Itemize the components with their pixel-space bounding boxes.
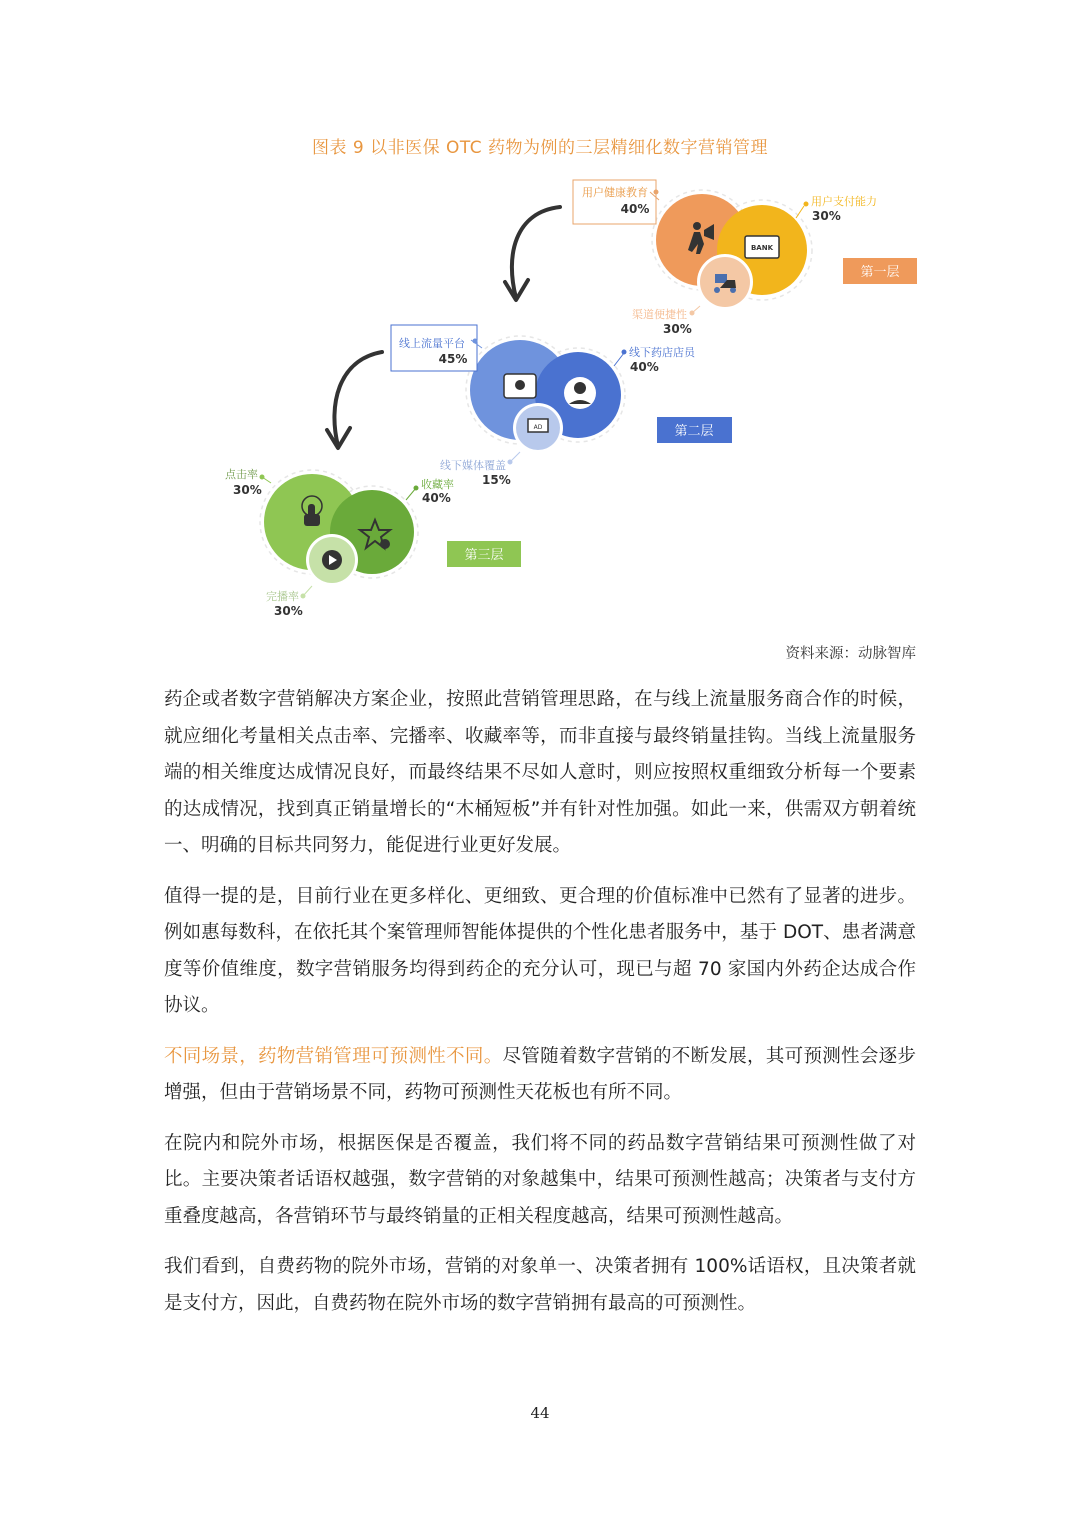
bank-card-icon (745, 236, 779, 258)
label-health-education: 用户健康教育 (582, 186, 648, 199)
paragraph-3-rest: 尽管随着数字营销的不断发展，其可预测性会逐步增强，但由于营销场景不同，药物可预测性天花板也有所不同。 (164, 1045, 916, 1103)
value-completion-rate: 30% (274, 604, 303, 618)
label-offline-media: 线下媒体覆盖 (440, 459, 506, 472)
layer2-badge-label: 第二层 (674, 424, 714, 439)
paragraph-3 (164, 1039, 916, 1112)
layer-2 (391, 325, 732, 487)
ad-board-icon (528, 419, 548, 432)
value-click-rate: 30% (233, 483, 262, 497)
label-pharmacist: 线下药店店员 (629, 346, 695, 359)
paragraph-4: 在院内和院外市场，根据医保是否覆盖，我们将不同的药品数字营销结果可预测性做了对比。主要决策者话语权越强，数字营销的对象越集中，结果可预测性越高；决策者与支付方重叠度越高，各营销环节与最终销量的正相关程度越高，结果可预测性越高。 (164, 1132, 916, 1227)
value-online-platform: 45% (438, 352, 468, 366)
three-layer-diagram (0, 170, 1080, 640)
value-favorite-rate: 40% (422, 491, 451, 505)
paragraph-1: 药企或者数字营销解决方案企业，按照此营销管理思路，在与线上流量服务商合作的时候，就应细化考量相关点击率、完播率、收藏率等，而非直接与最终销量挂钩。当线上流量服务端的相关维度达成情况良好，而最终结果不尽如人意时，则应按照权重细致分析每一个要素的达成情况，找到真正销量增长的“木桶短板”并有针对性加强。如此一来，供需双方朝着统一、明确的目标共同努力，能促进行业更好发展。 (164, 689, 916, 856)
paragraph-3-highlight: 不同场景，药物营销管理可预测性不同。 (164, 1045, 503, 1067)
layer1-badge-label: 第一层 (860, 265, 900, 280)
play-icon (322, 550, 342, 570)
value-payment: 30% (812, 209, 841, 223)
page-number: 44 (530, 1404, 550, 1422)
paragraph-2: 值得一提的是，目前行业在更多样化、更细致、更合理的价值标准中已然有了显著的进步。例如惠每数科，在依托其个案管理师智能体提供的个性化患者服务中，基于 DOT、患者满意度等价值维度，数字营销服务均得到药企的充分认可，现已与超 70 家国内外药企达成合作协议。 (164, 885, 916, 1016)
layer-1 (573, 180, 917, 336)
flow-arrow-1 (512, 207, 560, 298)
value-channel: 30% (663, 322, 692, 336)
label-online-platform: 线上流量平台 (399, 337, 465, 350)
pharmacist-icon (564, 377, 596, 409)
paragraph-5: 我们看到，自费药物的院外市场，营销的对象单一、决策者拥有 100%话语权，且决策者就是支付方，因此，自费药物在院外市场的数字营销拥有最高的可预测性。 (164, 1256, 916, 1314)
flow-arrow-2 (334, 352, 382, 446)
flow-arrow-1-head (505, 280, 528, 300)
body-text (164, 682, 916, 1336)
svg-text:AD: AD (533, 424, 543, 431)
value-offline-media: 15% (482, 473, 511, 487)
figure-title: 图表 9 以非医保 OTC 药物为例的三层精细化数字营销管理 (311, 138, 769, 158)
online-platform-icon (504, 374, 536, 398)
layer3-badge-label: 第三层 (464, 548, 504, 563)
label-click-rate: 点击率 (225, 468, 258, 481)
flow-arrow-2-head (327, 428, 350, 448)
value-pharmacist: 40% (630, 360, 659, 374)
label-completion-rate: 完播率 (266, 590, 299, 603)
value-health-education: 40% (620, 202, 650, 216)
label-payment: 用户支付能力 (811, 195, 877, 208)
figure-source: 资料来源：动脉智库 (785, 646, 916, 662)
label-channel: 渠道便捷性 (632, 308, 687, 321)
layer-3 (225, 467, 521, 618)
label-favorite-rate: 收藏率 (421, 478, 454, 491)
svg-text:BANK: BANK (750, 244, 774, 252)
